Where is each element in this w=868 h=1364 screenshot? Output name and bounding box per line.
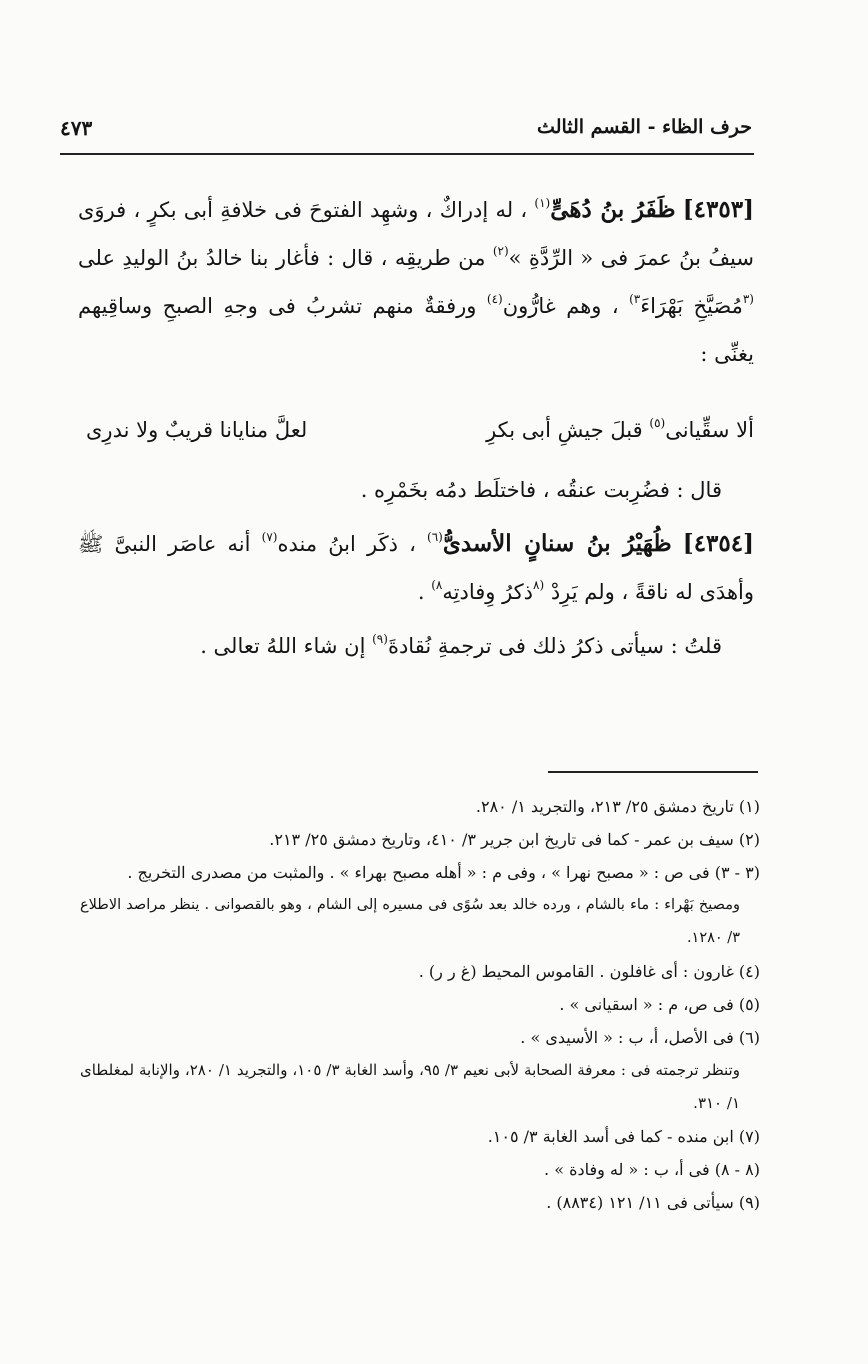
footnote-ref: ٣) — [629, 292, 641, 306]
running-title: حرف الظاء - القسم الثالث — [537, 116, 752, 138]
entry-text: ، له إدراكٌ ، وشهِد الفتوحَ فى خلافةِ أبى بكرٍ ، فروَى سيفُ بنُ عمرَ فى « الرِّدَّةِ » — [78, 198, 754, 270]
place-name: مُصَيَّخِ بَهْرَاءَ — [640, 294, 743, 318]
hemistich-second: لعلَّ منايانا قريبٌ ولا ندرِى — [86, 418, 308, 442]
hemistich-first — [486, 418, 754, 442]
footnote-7: (٧) ابن منده - كما فى أسد الغابة ٣/ ١٠٥. — [487, 1127, 760, 1146]
main-text-continued — [78, 466, 754, 670]
footnote-ref: (٢) — [492, 244, 509, 258]
footnote-ref: (٥) — [649, 416, 666, 430]
footnote-2: (٢) سيف بن عمر - كما فى تاريخ ابن جرير ٣/ ٤١٠، وتاريخ دمشق ٢٥/ ٢١٣. — [269, 830, 760, 849]
header-rule — [60, 153, 754, 155]
footnote-ref: ٨) — [431, 578, 443, 592]
poem-verse — [86, 408, 754, 460]
footnote-4: (٤) غارون : أى غافلون . القاموس المحيط (غ ر ر) . — [418, 962, 760, 981]
footnote-6: (٦) فى الأصل، أ، ب : « الأسيدى » . — [520, 1028, 760, 1047]
footnote-ref: (٧) — [261, 530, 278, 544]
closing-text: إن شاء اللهُ تعالى . — [200, 634, 373, 658]
entry-text: أنه عاصَر النبىَّ ﷺ وأهدَى له ناقةً ، ولم يَرِدْ — [78, 532, 754, 604]
footnote-6-continued: وتنظر ترجمته فى : معرفة الصحابة لأبى نعيم ٣/ ٩٥، وأسد الغابة ٣/ ١٠٥، والتجريد ١/ ٢٨٠، والإنابة لمغلطاى ١/ ٣١٠. — [80, 1061, 740, 1112]
page-number: ٤٧٣ — [60, 116, 93, 140]
footnote-rule — [548, 771, 758, 773]
entry-text: . — [417, 580, 432, 604]
entry-number: [٤٣٥٤] — [682, 530, 754, 557]
entry-4353 — [78, 186, 754, 378]
footnote-ref: (٨ — [533, 578, 545, 592]
footnote-3-continued: ومصيخ بَهْراء : ماء بالشام ، ورده خالد بعد سُوًى فى مسيره إلى الشام ، وهو بالقصوانى . ينظر مراصد الاطلاع ٣/ ١٢٨٠. — [80, 897, 740, 946]
entry-text: ورفقةٌ منهم تشربُ فى وجهِ الصبحِ وساقِيهم يغنِّى : — [78, 294, 754, 366]
page-header — [60, 116, 752, 146]
main-text — [78, 186, 754, 378]
footnote-5: (٥) فى ص، م : « اسقيانى » . — [559, 995, 760, 1014]
footnote-1: (١) تاريخ دمشق ٢٥/ ٢١٣، والتجريد ١/ ٢٨٠. — [475, 797, 760, 816]
entry-number: [٤٣٥٣] — [682, 196, 754, 223]
after-poem-line: قال : فضُرِبت عنقُه ، فاختلَط دمُه بخَمْرِه . — [360, 478, 722, 502]
hemistich-text: قبلَ جيشِ أبى بكرِ — [486, 418, 650, 442]
footnote-ref: (٩) — [372, 632, 388, 646]
footnote-9: (٩) سيأتى فى ١١/ ١٢١ (٨٨٣٤) . — [546, 1193, 760, 1212]
footnote-ref: (٦) — [427, 530, 443, 544]
entry-text: ، ذكَر ابنُ منده — [277, 532, 427, 556]
entry-text: من طريقِه ، قال : فأغار بنا خالدُ بنُ الوليدِ على — [78, 246, 493, 270]
footnote-ref: (١) — [534, 196, 551, 210]
footnote-8: (٨ - ٨) فى أ، ب : « له وفادة » . — [544, 1160, 760, 1179]
entry-name: ظَفَرُ بنُ دُهَىٍّ — [550, 196, 676, 223]
footnote-3: (٣ - ٣) فى ص : « مصبح نهرا » ، وفى م : « أهله مصبح بهراء » . والمثبت من مصدرى التخريج . — [127, 863, 760, 882]
entry-text: ، وهم غارُّون — [502, 294, 630, 318]
footnote-ref: (٣ — [742, 292, 754, 306]
entry-name: ظُهَيْرُ بنُ سنانٍ الأسدىُّ — [442, 530, 672, 557]
closing-text: قلتُ : سيأتى ذكرُ ذلك فى ترجمةِ نُقادةَ — [387, 634, 722, 658]
hemistich-text: ألا سقِّيانى — [665, 418, 754, 442]
footnotes — [80, 790, 760, 1219]
footnote-ref: (٤) — [486, 292, 503, 306]
entry-text: ذكرُ وِفادتِه — [442, 580, 534, 604]
closing-line — [78, 622, 754, 670]
entry-4354 — [78, 520, 754, 616]
